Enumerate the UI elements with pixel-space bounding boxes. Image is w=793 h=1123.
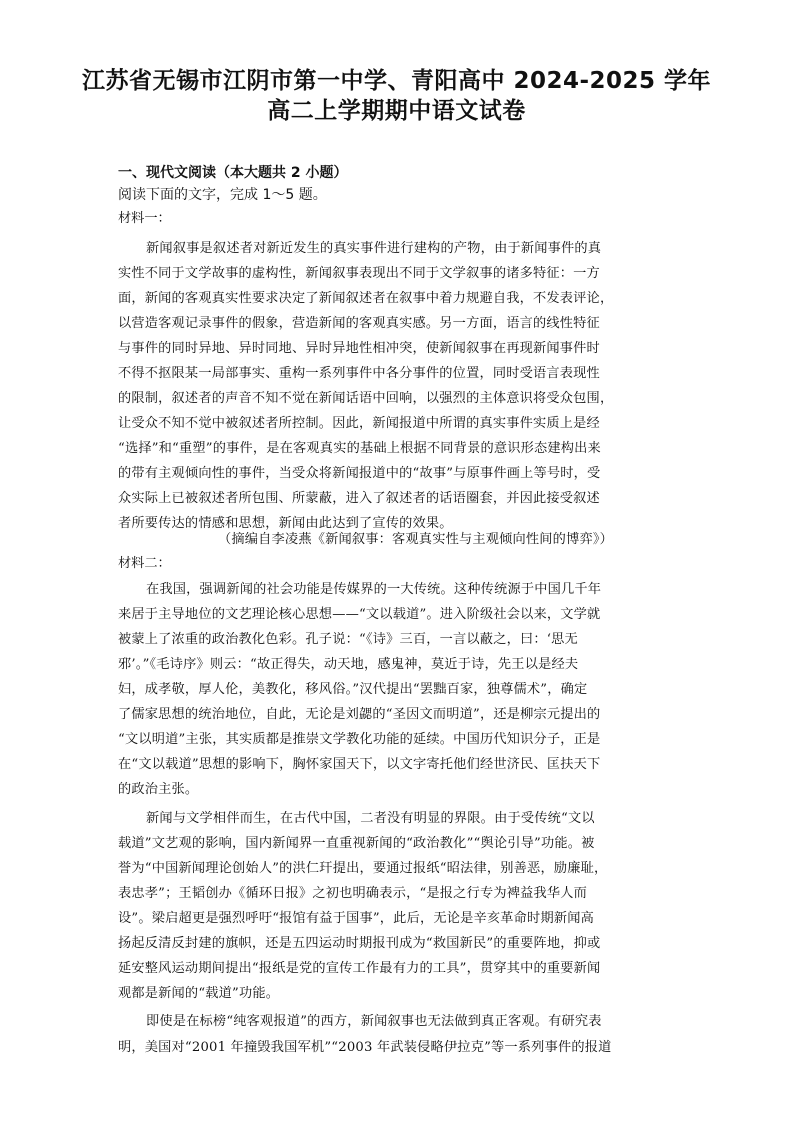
material-1-line: 的限制，叙述者的声音不知不觉在新闻话语中回响，以强烈的主体意识将受众包围， <box>118 391 614 406</box>
material-2-line: 设”。梁启超更是强烈呼吁“报馆有益于国事”，此后，无论是辛亥革命时期新闻高 <box>118 911 594 926</box>
material-2-line: 的政治主张。 <box>118 782 199 797</box>
material-1-line: 面，新闻的客观真实性要求决定了新闻叙述者在叙事中着力规避自我，不发表评论， <box>118 291 614 306</box>
material-2-line: 表忠孝”；王韬创办《循环日报》之初也明确表示，“是报之行专为裨益我华人而 <box>118 886 588 901</box>
material-2-label: 材料二： <box>118 556 171 571</box>
material-2-line: 观都是新闻的“载道”功能。 <box>118 986 280 1001</box>
material-1-line: 让受众不知不觉中被叙述者所控制。因此，新闻报道中所谓的真实事件实质上是经 <box>118 416 600 431</box>
material-2-line: 邪’。”《毛诗序》则云：“故正得失，动天地，感鬼神，莫近于诗，先王以是经夫 <box>118 657 579 672</box>
material-2-line: 明，美国对“2001 年撞毁我国军机”“2003 年武装侵略伊拉克”等一系列事件的报道 <box>118 1040 612 1055</box>
material-2-line: 誉为“中国新闻理论创始人”的洪仁玕提出，要通过报纸“昭法律，别善恶，励廉耻， <box>118 861 608 876</box>
material-2-line: 扬起反清反封建的旗帜，还是五四运动时期报刊成为“救国新民”的重要阵地，抑或 <box>118 936 601 951</box>
material-1-label: 材料一： <box>118 211 171 226</box>
material-1-line: 不得不抠限某一局部事实、重构一系列事件中各分事件的位置，同时受语言表现性 <box>118 366 600 381</box>
material-1-line: 以营造客观记录事件的假象，营造新闻的客观真实感。另一方面，语言的线性特征 <box>118 316 600 331</box>
material-1-line: 新闻叙事是叙述者对新近发生的真实事件进行建构的产物，由于新闻事件的真 <box>146 241 602 256</box>
material-2-line: 延安整风运动期间提出“报纸是党的宣传工作最有力的工具”，贯穿其中的重要新闻 <box>118 961 601 976</box>
material-2-line: “文以明道”主张，其实质都是推崇文学教化功能的延续。中国历代知识分子，正是 <box>118 732 601 747</box>
material-1-line: 实性不同于文学故事的虚构性，新闻叙事表现出不同于文学叙事的诸多特征：一方 <box>118 266 600 281</box>
material-2-line: 来居于主导地位的文艺理论核心思想——“文以载道”。进入阶级社会以来，文学就 <box>118 607 601 622</box>
reading-instruction: 阅读下面的文字，完成 1～5 题。 <box>118 187 327 203</box>
material-2-line: 在“文以载道”思想的影响下，胸怀家国天下，以文字寄托他们经世济民、匡扶天下 <box>118 757 601 772</box>
material-2-line: 妇，成孝敬，厚人伦，美教化，移风俗。”汉代提出“罢黜百家，独尊儒术”，确定 <box>118 682 588 697</box>
material-1-line: 众实际上已被叙述者所包围、所蒙蔽，进入了叙述者的话语圈套，并因此接受叙述 <box>118 491 600 506</box>
exam-title-line-1: 江苏省无锡市江阴市第一中学、青阳高中 2024-2025 学年 <box>81 68 712 94</box>
material-1-line: 者所要传达的情感和思想，新闻由此达到了宣传的效果。 <box>118 516 453 531</box>
exam-title-line-2: 高二上学期期中语文试卷 <box>267 98 526 124</box>
material-2-line: 即使是在标榜“纯客观报道”的西方，新闻叙事也无法做到真正客观。有研究表 <box>146 1014 602 1029</box>
section-heading: 一、现代文阅读（本大题共 2 小题） <box>118 165 348 181</box>
material-2-line: 被蒙上了浓重的政治教化色彩。孔子说：“《诗》三百，一言以蔽之，曰：‘思无 <box>118 632 578 647</box>
material-1-line: 与事件的同时异地、异时同地、异时异地性相冲突，使新闻叙事在再现新闻事件时 <box>118 341 600 356</box>
material-1-line: 的带有主观倾向性的事件，当受众将新闻报道中的“故事”与原事件画上等号时，受 <box>118 466 601 481</box>
material-2-line: 了儒家思想的统治地位，自此，无论是刘勰的“圣因文而明道”，还是柳宗元提出的 <box>118 707 601 722</box>
material-1-source: （摘编自李凌燕《新闻叙事：客观真实性与主观倾向性间的博弈》） <box>218 532 614 547</box>
material-2-line: 新闻与文学相伴而生，在古代中国，二者没有明显的界限。由于受传统“文以 <box>146 811 595 826</box>
material-2-line: 载道”文艺观的影响，国内新闻界一直重视新闻的“政治教化”“舆论引导”功能。被 <box>118 836 595 851</box>
material-1-line: “选择”和“重塑”的事件，是在客观真实的基础上根据不同背景的意识形态建构出来 <box>118 441 601 456</box>
material-2-line: 在我国，强调新闻的社会功能是传媒界的一大传统。这种传统源于中国几千年 <box>146 582 602 597</box>
